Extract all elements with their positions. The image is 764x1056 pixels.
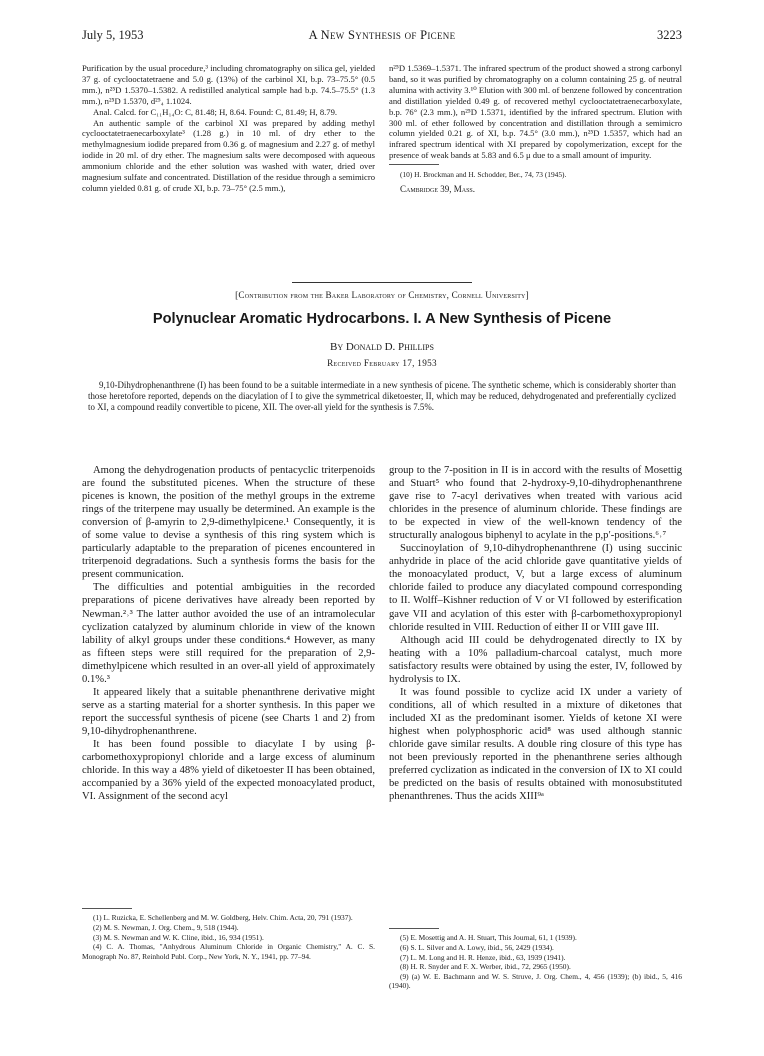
article-divider — [292, 282, 472, 283]
footnotes-left — [82, 913, 375, 961]
issue-date: July 5, 1953 — [82, 28, 144, 42]
body-paragraph: group to the 7-position in II is in accord with the results of Mosettig and Stuart⁵ who found that 2-hydroxy-9,10-dihydrophenanthrene gave rise to 7-acyl derivatives when treated with various acid chlorides in the presence of aluminum chloride. These findings are to be expected in view of the well-known tendency of the structurally analogous biphenyl to acylate in the p,p′-positions.⁶˒⁷ — [389, 465, 682, 542]
body-paragraph: It has been found possible to diacylate I by using β-carbomethoxypropionyl chloride and a large excess of aluminum chloride. In this way a 48% yield of diketoester II has been obtained, accompanied by a 36% yield of the expected monoacylated product, VI. Assignment of the second acyl — [82, 738, 375, 803]
previous-article-left-column — [82, 63, 375, 194]
page-number: 3223 — [657, 28, 682, 42]
footnote: (8) H. R. Snyder and F. X. Werber, ibid., 72, 2965 (1950). — [400, 962, 571, 972]
previous-article-right-column — [389, 63, 682, 195]
running-title: A New Synthesis of Picene — [308, 28, 456, 42]
body-paragraph: The difficulties and potential ambiguities in the recorded preparations of picene derivatives have already been reported by Newman.²˒³ The latter author avoided the use of an intramolecular cyclization catalyzed by aluminum chloride in view of the known lability of alkyl groups under these conditions.⁴ However, as many as fifteen steps were still required for the preparation of 2,9-dimethylpicene which resulted in an over-all yield of approximately 0.1%.³ — [82, 582, 375, 685]
author-byline: By Donald D. Phillips — [330, 341, 434, 353]
analysis-paragraph: Anal. Calcd. for C₁₁H₁₄O: C, 81.48; H, 8.64. Found: C, 81.49; H, 8.79. — [93, 106, 338, 117]
footnote: (7) L. M. Long and H. R. Henze, ibid., 63, 1939 (1941). — [400, 952, 566, 962]
footnote-rule — [389, 928, 439, 929]
author-location: Cambridge 39, Mass. — [400, 184, 476, 195]
experimental-paragraph: n²⁵D 1.5369–1.5371. The infrared spectrum of the product showed a strong carbonyl band, so it was purified by chromatography on a column containing 25 g. of neutral alumina with activity 3.¹⁰ Elution with 300 ml. of benzene followed by concentration and distillation yielded 0.49 g. of recovered methyl cyclooctatetraenecarboxylate, b.p. 76° (2.3 mm.), n²⁵D 1.5371, identified by the infrared spectrum. Elution with 300 ml. of ether followed by concentration and distillation through a semimicro column yielded 0.21 g. of XI, b.p. 74.5° (3.0 mm.), n²⁵D 1.5357, which had an infrared spectrum identical with XI prepared by copolymerization, except for the presence of weak bands at 5.83 and 6.5 μ due to a small amount of impurity. — [389, 63, 682, 161]
footnote: (2) M. S. Newman, J. Org. Chem., 9, 518 (1944). — [93, 922, 239, 932]
body-paragraph: Succinoylation of 9,10-dihydrophenanthrene (I) using succinic anhydride in place of the acid chloride gave quantitative yields of the monoacylated product, V, but a large excess of aluminum chloride failed to produce any diacylated compound corresponding to II. Wolff–Kishner reduction of V or VI followed by esterification gave VII and acylation of this ester with β-carbomethoxypropionyl chloride resulted in VIII. Reduction of either II or VIII gave III. — [389, 543, 682, 633]
body-paragraph: Among the dehydrogenation products of pentacyclic triterpenoids are found the substituted picenes. When the structure of these picenes is known, the position of the methyl groups in the extreme rings of the triterpene may usually be determined. An example is the conversion of β-amyrin to 2,9-dimethylpicene.¹ Consequently, it is of some value to devise a synthesis of this ring system which is particularly adaptable to the preparation of picenes encountered in triterpenoid degradations. Such a synthesis forms the basis for the present communication. — [82, 465, 375, 581]
body-paragraph: It appeared likely that a suitable phenanthrene derivative might serve as a starting material for a shorter synthesis. In this paper we report the successful synthesis of picene (see Charts 1 and 2) from 9,10-dihydrophenanthrene. — [82, 686, 375, 737]
abstract: 9,10-Dihydrophenanthrene (I) has been found to be a suitable intermediate in a new synthesis of picene. The synthetic scheme, which is considerably shorter than those heretofore reported, depends on the diacylation of I to give the symmetrical diketoester, II, which may be reduced, dehydrogenated and preferentially cyclized to XI, a compound readily convertible to picene, XII. The over-all yield for the synthesis is 7.5%. — [88, 380, 676, 413]
footnotes-right — [389, 933, 682, 991]
footnote: (3) M. S. Newman and W. K. Cline, ibid., 16, 934 (1951). — [93, 932, 264, 942]
experimental-paragraph: An authentic sample of the carbinol XI was prepared by adding methyl cyclooctatetraenecarboxylate³ (1.28 g.) in 10 ml. of dry ether to the methylmagnesium iodide prepared from 0.36 g. of magnesium and 2.27 g. of methyl iodide in 20 ml. of dry ether. The magnesium salts were decomposed with aqueous ammonium chloride and the ether solution was washed with water, dried over magnesium sulfate and concentrated. Distillation of the residue through a semimicro column yielded 0.81 g. of crude XI, b.p. 73–75° (2.5 mm.), — [82, 117, 375, 193]
body-paragraph: It was found possible to cyclize acid IX under a variety of conditions, all of which resulted in a mixture of diketones that included XI as the predominant isomer. Yields of ketone XI were highest when polyphosphoric acid⁸ was used although stannic chloride gave similar results. A double ring closure of this type has not been previously reported in the phenanthrene series although preferred cyclization as indicated in the conversion of IX to XI could be predicted on the basis of results obtained with monosubstituted phenanthrenes. Thus the acids XIII⁹ᵃ — [389, 686, 682, 803]
received-date: Received February 17, 1953 — [327, 358, 437, 368]
footnote: (5) E. Mosettig and A. H. Stuart, This Journal, 61, 1 (1939). — [400, 933, 577, 942]
contribution-line: [Contribution from the Baker Laboratory of Chemistry, Cornell University] — [235, 290, 529, 300]
footnote: (9) (a) W. E. Bachmann and W. S. Struve, J. Org. Chem., 4, 456 (1939); (b) ibid., 5, 416 (1940). — [389, 972, 682, 991]
body-left-column — [82, 464, 375, 803]
footnote-rule — [82, 908, 132, 909]
body-right-column — [389, 464, 682, 803]
body-paragraph: Although acid III could be dehydrogenated directly to IX by heating with a 10% palladium-charcoal catalyst, much more satisfactory results were obtained by using the ester, IV, followed by hydrolysis to IX. — [389, 634, 682, 685]
experimental-paragraph: Purification by the usual procedure,³ including chromatography on silica gel, yielded 37 g. of cyclooctatetraene and 5.0 g. (13%) of the carbinol XI, b.p. 73–75.5° (0.5 mm.), n²⁵D 1.5370–1.5382. A redistilled analytical sample had b.p. 74.5–75.5° (1.3 mm.), n²⁵D 1.5370, d²⁵₄ 1.1024. — [82, 63, 375, 106]
article-title: Polynuclear Aromatic Hydrocarbons. I. A New Synthesis of Picene — [152, 311, 612, 327]
running-head — [82, 28, 682, 44]
footnote: (6) S. L. Silver and A. Lowy, ibid., 56, 2429 (1934). — [400, 942, 554, 952]
footnote: (4) C. A. Thomas, "Anhydrous Aluminum Chloride in Organic Chemistry," A. C. S. Monograph No. 87, Reinhold Publ. Corp., New York, N. Y., 1941, pp. 77–94. — [82, 942, 375, 961]
footnote: (1) L. Ruzicka, E. Schellenberg and M. W. Goldberg, Helv. Chim. Acta, 20, 791 (1937). — [93, 913, 353, 922]
footnote: (10) H. Brockman and H. Schodder, Ber., 74, 73 (1945). — [400, 170, 567, 180]
